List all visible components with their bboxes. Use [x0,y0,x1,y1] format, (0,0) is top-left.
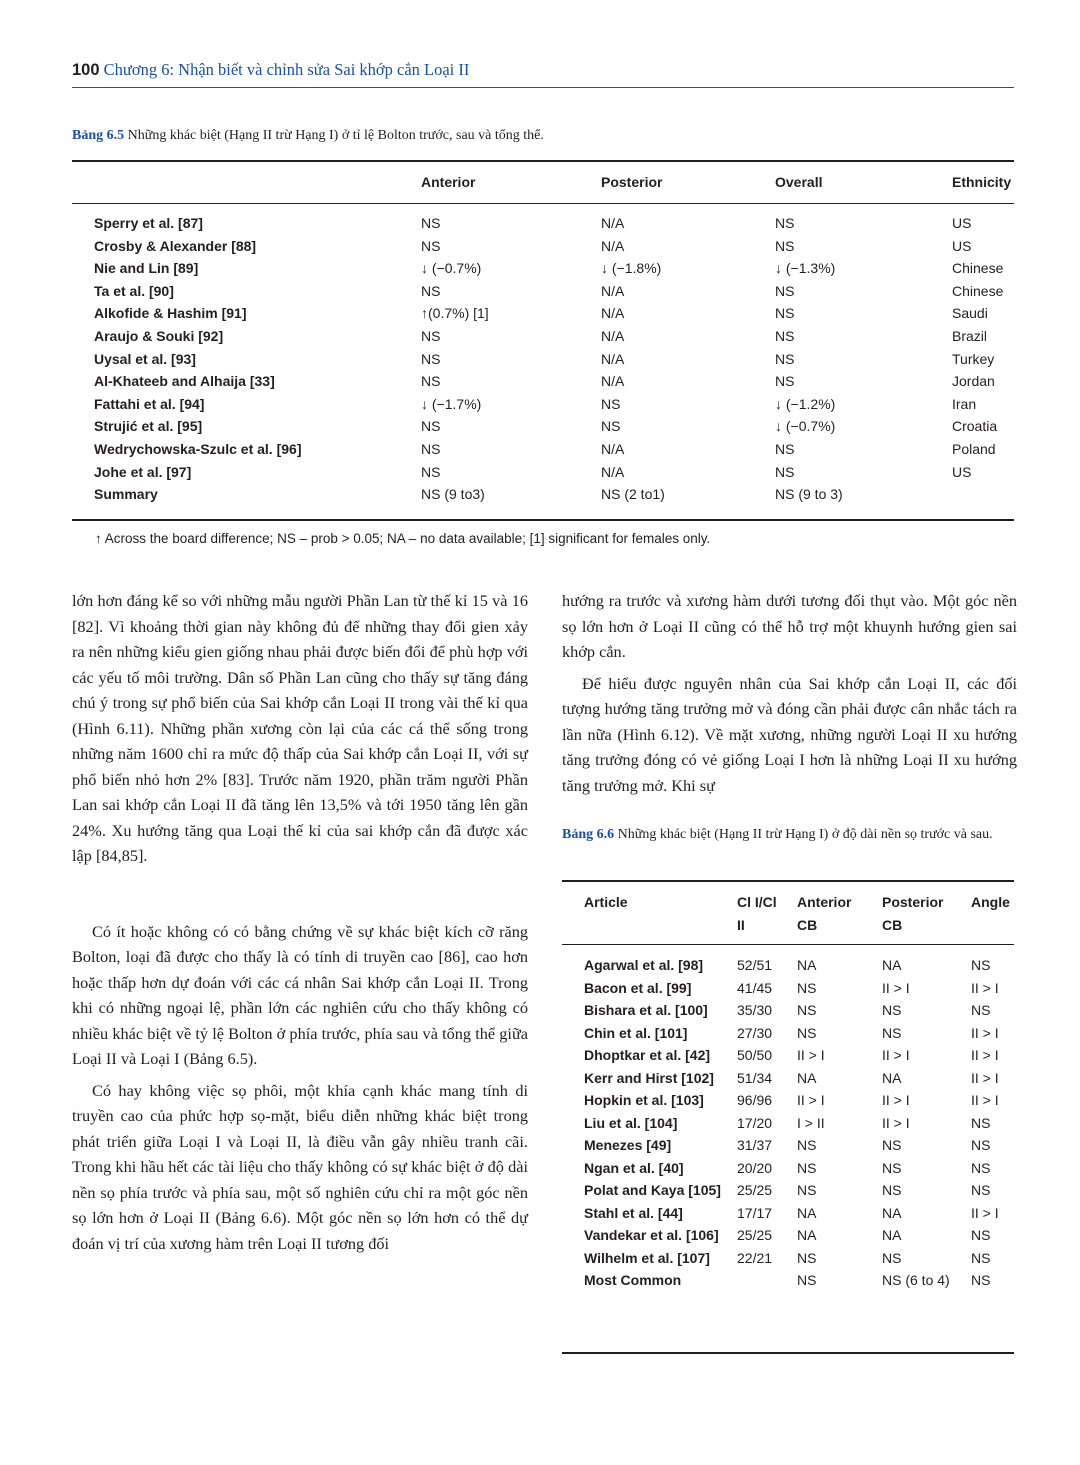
table-cell-posterior: II > I [882,1114,910,1131]
table-cell-angle: NS [971,1002,991,1018]
table-cell-angle: NS [971,1249,991,1266]
table-cell-posterior: N/A [601,237,625,254]
table-cell-posterior: NS [882,1249,902,1266]
table-cell-anterior: I > II [797,1114,825,1131]
table-cell-study: Ta et al. [90] [94,282,174,299]
table-cell-angle: II > I [971,1204,999,1221]
table-6-5-header-posterior: Posterior [601,174,663,190]
table-row [72,371,1014,394]
table-cell-posterior: N/A [601,463,625,480]
table-cell-angle: NS [971,1137,991,1153]
table-cell-anterior: NS [797,1182,817,1198]
table-cell-cl: 52/51 [737,957,773,973]
table-6-6-header-posterior [882,891,943,936]
table-6-6-header-anterior-line1: Anterior [797,894,852,910]
table-cell-study: Al-Khateeb and Alhaija [33] [94,373,275,390]
table-cell-ethnicity: Chinese [952,282,1004,299]
table-6-5-caption-text: Những khác biệt (Hạng II trừ Hạng I) ở tỉ lệ Bolton trước, sau và tổng thể. [124,128,544,143]
table-6-5-header-overall: Overall [775,174,823,190]
table-cell-ethnicity: Saudi [952,305,988,322]
table-cell-posterior: NA [882,1204,902,1221]
table-cell-article: Most Common [584,1272,682,1288]
table-cell-article: Vandekar et al. [106] [584,1227,719,1243]
table-cell-cl: 25/25 [737,1182,773,1198]
table-6-6-header-rule [562,944,1014,945]
table-cell-cl: 96/96 [737,1092,773,1108]
table-cell-anterior: ↑(0.7%) [1] [421,305,489,322]
table-cell-cl: 31/37 [737,1137,773,1153]
table-cell-study: Wedrychowska-Szulc et al. [96] [94,440,302,457]
table-cell-article: Hopkin et al. [103] [584,1092,704,1108]
table-row [562,1022,1014,1045]
table-row [562,1089,1014,1112]
table-cell-angle: NS [971,1272,991,1288]
table-cell-article: Ngan et al. [40] [584,1159,684,1176]
table-cell-anterior: II > I [797,1047,825,1063]
table-cell-overall: ↓ (−1.3%) [775,260,836,277]
table-row [562,1134,1014,1157]
table-6-5-header-anterior: Anterior [421,174,476,190]
table-row [562,1067,1014,1090]
table-cell-posterior: N/A [601,350,625,367]
table-cell-study: Araujo & Souki [92] [94,327,224,344]
table-cell-angle: II > I [971,979,999,996]
table-cell-cl: 22/21 [737,1249,773,1266]
table-6-6-caption-text: Những khác biệt (Hạng II trừ Hạng I) ở độ dài nền sọ trước và sau. [614,827,993,842]
table-row [562,1179,1014,1202]
table-6-6-header-angle: Angle [971,894,1010,910]
table-cell-ethnicity: US [952,463,972,480]
table-6-5-header-ethnicity: Ethnicity [952,174,1012,190]
table-cell-ethnicity: Jordan [952,373,995,390]
table-row [562,1247,1014,1270]
table-cell-angle: NS [971,1159,991,1176]
table-row [72,236,1014,259]
table-6-6-header-posterior-line2: CB [882,916,903,933]
table-cell-overall: NS [775,440,795,457]
table-row [72,394,1014,417]
table-cell-study: Crosby & Alexander [88] [94,237,257,254]
table-cell-article: Polat and Kaya [105] [584,1182,721,1198]
left-paragraph-3: Có hay không việc sọ phôi, một khía cạnh khác mang tính di truyền cao của phức hợp sọ-mặt, biểu diễn những khác biệt trong phát triển giữa Loại I và Loại II, là điều vẫn gây nhiều tranh cãi. Trong khi hầu hết các tài liệu cho thấy không có sự khác biệt ở độ dài nền sọ phía trước và phía sau, một số nghiên cứu chỉ ra một góc nền sọ lớn hơn ở Loại II (Bảng 6.6). Một góc nền sọ lớn hơn có thể dự đoán vị trí của xương hàm trên Loại II tương đối [72,1080,528,1253]
table-cell-angle: NS [971,1114,991,1131]
table-cell-posterior: NS [882,1002,902,1018]
table-cell-posterior: II > I [882,1047,910,1063]
table-cell-posterior: N/A [601,440,625,457]
table-cell-ethnicity: US [952,237,972,254]
table-cell-anterior: ↓ (−1.7%) [421,395,482,412]
table-cell-posterior: NS [882,1182,902,1198]
table-row [72,326,1014,349]
table-cell-article: Stahl et al. [44] [584,1204,683,1221]
table-cell-anterior: NS [797,1137,817,1153]
table-cell-overall: NS [775,350,795,367]
left-column [72,588,528,1256]
table-cell-overall: NS [775,373,795,390]
table-cell-angle: II > I [971,1092,999,1108]
running-header [72,60,1014,80]
table-cell-anterior: NS [421,350,441,367]
table-cell-study: Strujić et al. [95] [94,418,203,435]
table-cell-overall: NS [775,327,795,344]
table-row [72,258,1014,281]
right-column [562,588,1017,798]
table-cell-overall: NS [775,305,795,322]
table-cell-article: Agarwal et al. [98] [584,957,704,973]
table-row [562,1202,1014,1225]
table-cell-overall: NS [775,463,795,480]
table-6-5-caption [72,128,544,144]
table-6-6-bottom-rule [562,1352,1014,1354]
table-cell-angle: II > I [971,1047,999,1063]
table-cell-overall: ↓ (−0.7%) [775,418,836,435]
table-cell-ethnicity: US [952,215,972,231]
table-cell-posterior: ↓ (−1.8%) [601,260,662,277]
table-row [562,977,1014,1000]
table-cell-ethnicity: Turkey [952,350,995,367]
table-cell-overall: NS [775,237,795,254]
table-cell-anterior: NS [797,1002,817,1018]
table-row [72,281,1014,304]
table-cell-ethnicity: Chinese [952,260,1004,277]
table-cell-angle: NS [971,1182,991,1198]
table-6-5-label: Bảng 6.5 [72,128,125,143]
table-cell-overall: NS [775,215,795,231]
table-cell-posterior: N/A [601,282,625,299]
table-cell-anterior: NA [797,957,817,973]
table-cell-cl: 35/30 [737,1002,773,1018]
table-cell-overall: NS (9 to 3) [775,486,843,503]
table-cell-ethnicity: Iran [952,395,977,412]
table-cell-article: Bishara et al. [100] [584,1002,708,1018]
table-cell-article: Kerr and Hirst [102] [584,1069,714,1086]
header-rule [72,87,1014,88]
table-cell-study: Sperry et al. [87] [94,215,203,231]
table-cell-article: Bacon et al. [99] [584,979,692,996]
table-6-6-header-cl-line1: Cl I/Cl [737,894,777,910]
table-cell-posterior: NS (2 to1) [601,486,665,503]
table-cell-posterior: II > I [882,1092,910,1108]
table-cell-angle: II > I [971,1069,999,1086]
table-row [72,349,1014,372]
table-cell-anterior: II > I [797,1092,825,1108]
table-cell-posterior: NS [882,1159,902,1176]
table-cell-angle: NS [971,957,991,973]
table-6-5-header-rule [72,203,1014,204]
table-cell-anterior: NS [421,282,441,299]
table-row [72,416,1014,439]
table-cell-anterior: NS [797,1272,817,1288]
table-cell-anterior: NS [797,1249,817,1266]
table-row [72,484,1014,507]
table-cell-posterior: NA [882,957,902,973]
right-paragraph-1: hướng ra trước và xương hàm dưới tương đối thụt vào. Một góc nền sọ lớn hơn ở Loại II cũng có thể hỗ trợ một khuynh hướng gien sai khớp cắn. [562,591,1017,661]
table-cell-cl: 25/25 [737,1227,773,1243]
table-6-6-label: Bảng 6.6 [562,827,615,842]
table-cell-article: Chin et al. [101] [584,1024,688,1041]
table-cell-article: Menezes [49] [584,1137,672,1153]
table-row [562,1044,1014,1067]
left-paragraph-1: lớn hơn đáng kể so với những mẫu người Phần Lan từ thế kỉ 15 và 16 [82]. Vì khoảng thời gian này không đủ để những thay đổi gien xảy ra nên những kiểu gien giống nhau phải được biến đổi để phù hợp với các yếu tố môi trường. Dân số Phần Lan cũng cho thấy sự tăng đáng chú ý trong sự phổ biến của Sai khớp cắn Loại II trong vài thế kỉ qua (Hình 6.11). Những phần xương còn lại của các cá thể sống trong những năm 1600 chỉ ra mức độ thấp của Sai khớp cắn Loại II, với sự phổ biến nhỏ hơn 2% [83]. Trước năm 1920, phần trăm người Phần Lan sai khớp cắn Loại II đã tăng lên 13,5% và tới 1950 tăng lên gần 24%. Xu hướng tăng qua Loại thế kỉ của sai khớp cắn đã được xác lập [84,85]. [72,591,528,865]
table-cell-cl: 20/20 [737,1159,773,1176]
table-cell-ethnicity: Poland [952,440,996,457]
table-cell-posterior: NS (6 to 4) [882,1272,950,1288]
table-cell-posterior: NS [601,395,621,412]
table-cell-anterior: NS [421,327,441,344]
table-cell-study: Johe et al. [97] [94,463,192,480]
table-6-6-header-cl-line2: II [737,916,745,933]
table-cell-article: Dhoptkar et al. [42] [584,1047,711,1063]
table-cell-anterior: NA [797,1227,817,1243]
table-cell-cl: 17/17 [737,1204,773,1221]
table-row [72,303,1014,326]
table-cell-article: Wilhelm et al. [107] [584,1249,710,1266]
left-paragraph-2: Có ít hoặc không có có bằng chứng về sự khác biệt kích cỡ răng Bolton, loại đã được cho thấy là có tính di truyền cao [86], cao hơn hoặc thấp hơn dự đoán với các cá nhân Sai khớp cắn Loại II. Trong khi có những ngoại lệ, phần lớn các nghiên cứu cho thấy không có nhiều khác biệt về tỷ lệ Bolton ở phía trước, phía sau và tổng thể giữa Loại II và Loại I (Bảng 6.5). [72,921,528,1068]
table-cell-posterior: N/A [601,305,625,322]
page-number: 100 [72,61,100,79]
table-6-5-footnote: ↑ Across the board difference; NS – prob > 0.05; NA – no data available; [1] significant for females only. [95,531,711,546]
table-row [562,1269,1014,1292]
table-cell-angle: II > I [971,1024,999,1041]
table-row [72,462,1014,485]
table-row [562,999,1014,1022]
table-cell-posterior: NA [882,1227,902,1243]
table-cell-cl: 27/30 [737,1024,773,1041]
table-cell-anterior: NS [797,1024,817,1041]
table-6-5-top-rule [72,160,1014,162]
table-6-6-header-anterior-line2: CB [797,916,818,933]
table-cell-ethnicity: Croatia [952,418,998,435]
table-row [562,1224,1014,1247]
table-cell-anterior: NS [797,1159,817,1176]
table-6-6-top-rule [562,880,1014,882]
table-row [562,1112,1014,1135]
table-cell-cl: 17/20 [737,1114,773,1131]
table-cell-article: Liu et al. [104] [584,1114,678,1131]
table-cell-anterior: ↓ (−0.7%) [421,260,482,277]
table-6-6-body [562,954,1014,1292]
table-row [562,1157,1014,1180]
table-cell-ethnicity: Brazil [952,327,988,344]
table-cell-overall: NS [775,282,795,299]
table-cell-study: Alkofide & Hashim [91] [94,305,247,322]
table-cell-anterior: NA [797,1069,817,1086]
table-6-6-header-article: Article [584,894,628,910]
table-cell-overall: ↓ (−1.2%) [775,395,836,412]
table-cell-anterior: NS (9 to3) [421,486,485,503]
table-cell-anterior: NA [797,1204,817,1221]
table-row [72,439,1014,462]
table-cell-posterior: NS [882,1024,902,1041]
table-cell-posterior: II > I [882,979,910,996]
table-cell-anterior: NS [797,979,817,996]
table-cell-posterior: NA [882,1069,902,1086]
table-cell-anterior: NS [421,440,441,457]
table-cell-posterior: N/A [601,373,625,390]
table-6-5-body [72,213,1014,507]
chapter-title: Chương 6: Nhận biết và chỉnh sửa Sai khớp cắn Loại II [103,60,470,79]
table-cell-posterior: NS [601,418,621,435]
table-cell-posterior: N/A [601,215,625,231]
table-6-6-header-cl [737,891,777,936]
table-cell-angle: NS [971,1227,991,1243]
table-cell-anterior: NS [421,373,441,390]
table-cell-anterior: NS [421,215,441,231]
table-cell-study: Uysal et al. [93] [94,350,196,367]
table-6-5-bottom-rule [72,519,1014,521]
table-6-6-header-posterior-line1: Posterior [882,894,944,910]
table-cell-anterior: NS [421,463,441,480]
table-cell-anterior: NS [421,418,441,435]
table-cell-study: Summary [94,486,158,503]
table-6-6-header-anterior [797,891,851,936]
table-cell-posterior: N/A [601,327,625,344]
table-cell-cl: 41/45 [737,979,773,996]
table-cell-cl: 51/34 [737,1069,773,1086]
right-paragraph-2: Để hiểu được nguyên nhân của Sai khớp cắn Loại II, các đối tượng hướng tăng trưởng mở và đóng cần phải được cân nhắc tách ra lần nữa (Hình 6.12). Về mặt xương, những người Loại II xu hướng tăng trưởng đóng có vẻ giống Loại I hơn là những Loại II xu hướng tăng trưởng mở. Khi sự [562,673,1017,795]
table-cell-cl: 50/50 [737,1047,773,1063]
table-cell-anterior: NS [421,237,441,254]
table-cell-study: Nie and Lin [89] [94,260,199,277]
table-6-6-caption [562,824,1002,845]
table-cell-study: Fattahi et al. [94] [94,395,205,412]
table-cell-posterior: NS [882,1137,902,1153]
table-row [72,213,1014,236]
table-row [562,954,1014,977]
